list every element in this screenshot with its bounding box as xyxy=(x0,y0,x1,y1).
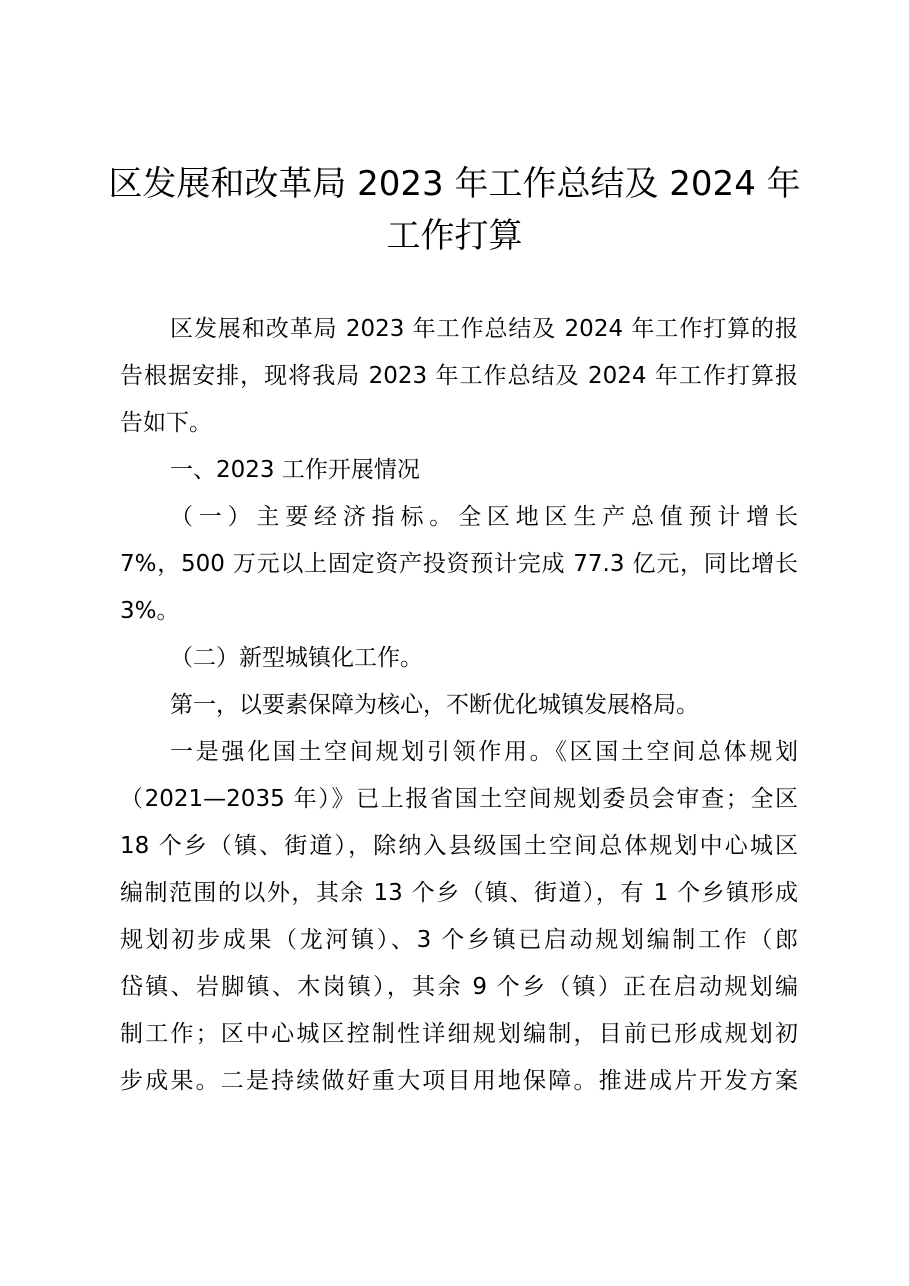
section-heading xyxy=(120,447,798,494)
paragraph-line: 步成果。二是持续做好重大项目用地保障。推进成片开发方案 xyxy=(120,1068,798,1094)
paragraph-line: 告如下。 xyxy=(120,410,212,436)
title-line: 区发展和改革局 2023 年工作总结及 2024 年 xyxy=(108,164,801,204)
point-heading xyxy=(120,682,798,729)
paragraph-line: 7%，500 万元以上固定资产投资预计完成 77.3 亿元，同比增长 xyxy=(120,551,798,577)
paragraph-line: 区发展和改革局 2023 年工作总结及 2024 年工作打算的报 xyxy=(170,316,798,342)
paragraph-line: 3%。 xyxy=(120,598,180,624)
paragraph-line: （2021—2035 年）》已上报省国土空间规划委员会审查；全区 xyxy=(120,786,798,812)
paragraph-line: 第一，以要素保障为核心，不断优化城镇发展格局。 xyxy=(170,692,699,718)
paragraph-line: 岱镇、岩脚镇、木岗镇），其余 9 个乡（镇）正在启动规划编 xyxy=(120,974,798,1000)
paragraph-line: 18 个乡（镇、街道），除纳入县级国土空间总体规划中心城区 xyxy=(120,833,798,859)
paragraph-line: 一、2023 工作开展情况 xyxy=(170,457,420,483)
paragraph-line: （一）主要经济指标。全区地区生产总值预计增长 xyxy=(170,504,798,530)
document-title xyxy=(100,158,809,262)
planning-paragraph xyxy=(120,729,798,1105)
paragraph-line: 一是强化国土空间规划引领作用。《区国土空间总体规划 xyxy=(170,739,798,765)
paragraph-line: （二）新型城镇化工作。 xyxy=(170,645,423,671)
subsection-heading xyxy=(120,635,798,682)
title-line: 工作打算 xyxy=(386,216,523,256)
paragraph-line: 制工作；区中心城区控制性详细规划编制，目前已形成规划初 xyxy=(120,1021,798,1047)
paragraph-line: 规划初步成果（龙河镇）、3 个乡镇已启动规划编制工作（郎 xyxy=(120,927,798,953)
paragraph-line: 编制范围的以外，其余 13 个乡（镇、街道），有 1 个乡镇形成 xyxy=(120,880,798,906)
intro-paragraph xyxy=(120,306,798,447)
economic-indicators-paragraph xyxy=(120,494,798,635)
document-body xyxy=(120,306,798,1105)
paragraph-line: 告根据安排，现将我局 2023 年工作总结及 2024 年工作打算报 xyxy=(120,363,798,389)
